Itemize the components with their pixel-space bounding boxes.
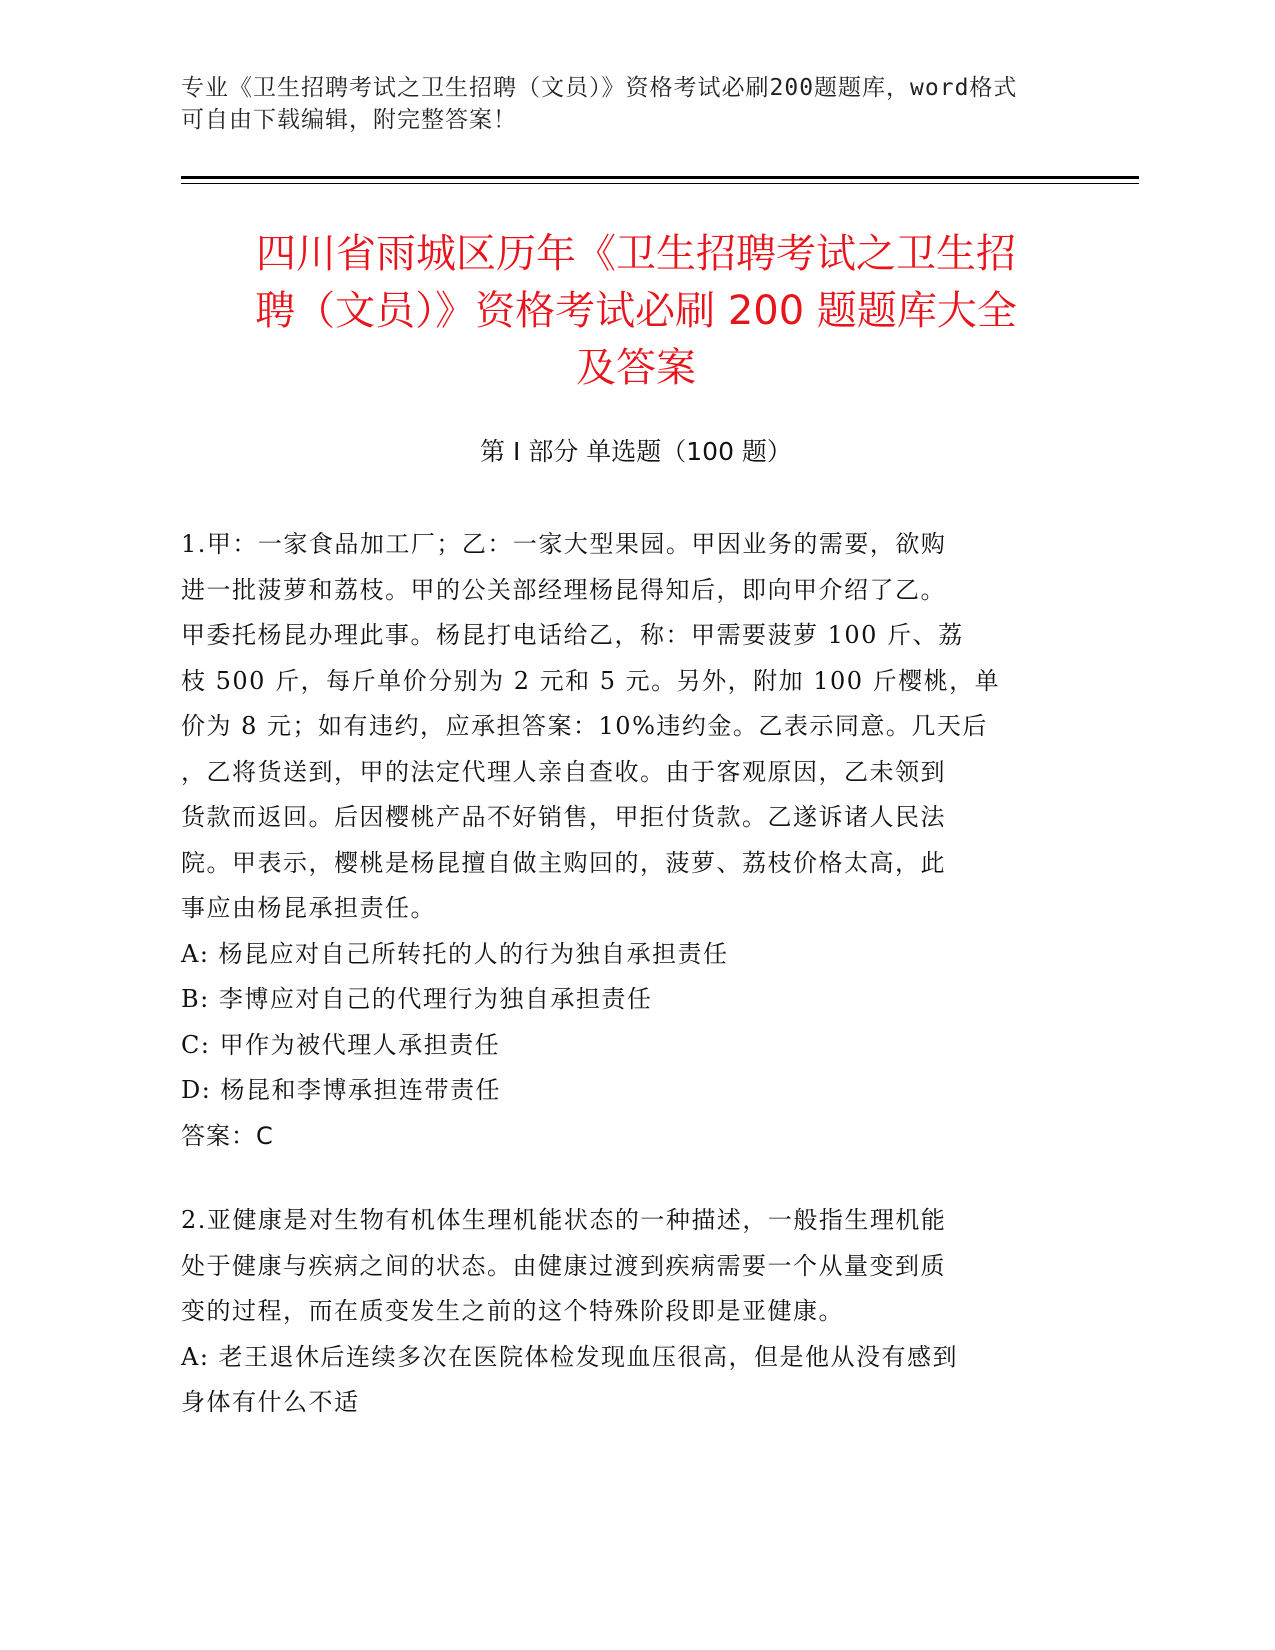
header-note-line: 专业《卫生招聘考试之卫生招聘（文员）》资格考试必刷200题题库，word格式	[181, 75, 1018, 101]
question-text-line: 价为 8 元；如有违约，应承担答案：10%违约金。乙表示同意。几天后	[181, 712, 988, 740]
question-2	[181, 1198, 1061, 1426]
document-title-line: 四川省雨城区历年《卫生招聘考试之卫生招	[256, 231, 1016, 277]
question-text-line: 1.甲：一家食品加工厂；乙：一家大型果园。甲因业务的需要，欲购	[181, 530, 947, 558]
header-note-line: 可自由下载编辑，附完整答案！	[181, 107, 517, 133]
document-title-line: 及答案	[576, 345, 696, 391]
answer-line: 答案：C	[181, 1121, 274, 1150]
document-title-line: 聘（文员）》资格考试必刷 200 题题库大全	[255, 288, 1017, 334]
header-note	[181, 72, 1081, 136]
option-a-continued: 身体有什么不适	[181, 1388, 360, 1416]
question-text-line: 枝 500 斤，每斤单价分别为 2 元和 5 元。另外，附加 100 斤樱桃，单	[181, 666, 1001, 695]
question-text-line: 货款而返回。后因樱桃产品不好销售，甲拒付货款。乙遂诉诸人民法	[181, 803, 946, 831]
question-text-line: 院。甲表示，樱桃是杨昆擅自做主购回的，菠萝、荔枝价格太高，此	[181, 848, 946, 877]
option-d: D: 杨昆和李博承担连带责任	[181, 1076, 501, 1104]
header-divider-thick	[181, 176, 1139, 179]
question-text-line: 变的过程，而在质变发生之前的这个特殊阶段即是亚健康。	[181, 1297, 844, 1325]
option-c: C: 甲作为被代理人承担责任	[181, 1030, 501, 1059]
question-text-line: ，乙将货送到，甲的法定代理人亲自查收。由于客观原因，乙未领到	[181, 757, 946, 786]
question-text-line: 处于健康与疾病之间的状态。由健康过渡到疾病需要一个从量变到质	[181, 1251, 946, 1280]
question-1	[181, 522, 1061, 1159]
section-title: 第 I 部分 单选题（100 题）	[480, 437, 792, 466]
option-a: A: 老王退休后连续多次在医院体检发现血压很高，但是他从没有感到	[181, 1342, 959, 1371]
question-text-line: 进一批菠萝和荔枝。甲的公关部经理杨昆得知后，即向甲介绍了乙。	[181, 575, 946, 604]
document-title	[181, 226, 1091, 397]
header-divider-thin	[181, 183, 1139, 184]
question-text-line: 事应由杨昆承担责任。	[181, 894, 436, 922]
option-a: A: 杨昆应对自己所转托的人的行为独自承担责任	[181, 939, 729, 968]
question-text-line: 2.亚健康是对生物有机体生理机能状态的一种描述，一般指生理机能	[181, 1206, 947, 1234]
option-b: B: 李博应对自己的代理行为独自承担责任	[181, 985, 653, 1013]
question-text-line: 甲委托杨昆办理此事。杨昆打电话给乙，称：甲需要菠萝 100 斤、荔	[181, 621, 964, 649]
